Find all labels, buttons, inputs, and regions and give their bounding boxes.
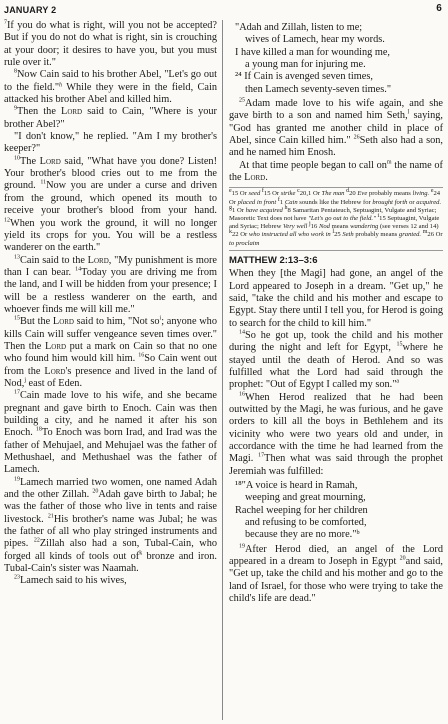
poem-line: wives of Lamech, hear my words. — [245, 34, 385, 46]
verse-paragraph: $^{16}$When Herod realized that he had been outwitted by the Magi, he was furious, and he gave orders to kill all the boys in Bethlehem and its vicinity who were two years old and under, in accordance with the time he had learned from the Magi. $^{17}$Then what was said through the prophet Jeremiah was fulfilled: — [229, 391, 443, 477]
ramah-poem — [229, 480, 443, 542]
matthew-text — [229, 268, 443, 478]
poem-line: and refusing to be comforted, — [245, 517, 367, 529]
verse-paragraph: $^{17}$Cain made love to his wife, and she became pregnant and gave birth to Enoch. Cain was then building a city, and he named it after his son Enoch. $^{18}$To Enoch was born Irad, and Irad was the father of Mehujael, and Mehujael was the father of Methushael, and Methushael was the father of Lamech. — [4, 389, 217, 476]
page-header — [4, 3, 444, 17]
date-heading: JANUARY 2 — [4, 5, 57, 15]
poem-line: because they are no more."ᵇ — [245, 529, 360, 541]
verse-paragraph: $^7$If you do what is right, will you not be accepted? But if you do not do what is right, sin is crouching at your door; it desires to have you, but you must rule over it." — [4, 19, 217, 69]
verse-paragraph: $^{13}$Cain said to the Lord, "My punishment is more than I can bear. $^{14}$Today you are driving me from the land, and I will be hidden from your presence; I will be a restless wanderer on the earth, and whoever finds me will kill me." — [4, 254, 218, 315]
right-column — [229, 20, 443, 606]
column-divider — [222, 20, 223, 720]
genesis-continuation — [229, 98, 443, 184]
verse-paragraph: $^{23}$Lamech said to his wives, — [14, 575, 127, 587]
verse-paragraph: At that time people began to call $on^m$ the name of the Lord. — [229, 159, 443, 184]
poem-line: Rachel weeping for her children — [235, 504, 368, 516]
poem-line: "Adah and Zillah, listen to me; — [235, 22, 363, 33]
verse-paragraph: $^{25}$Adam made love to his wife again, and she gave birth to a son and named him Seth,$^l$ saying, "God has granted me another child in place of Abel, since Cain killed him." $^{26}$Seth also had a son, and he named him Enosh. — [229, 97, 444, 159]
poem-line: ¹⁸"A voice is heard in Ramah, — [235, 480, 358, 492]
verse-paragraph: $^8$Now Cain said to his brother Abel, "Let's go out to the field."$^h$ While they were in the field, Cain attacked his brother Abel and killed him. — [4, 68, 217, 106]
footnotes: $^e$15 Or seed $^f$15 Or strike $^c$20,1 Or The man $^d$20 Eve probably means living. $^e$24 Or placed in front $^f$1 Cain sounds like the Hebrew for brought forth or acquired. $^g$1 Or have acquired $^h$8 Samaritan Pentateuch, Septuagint, Vulgate and Syriac; Masoretic Text does not have "Let's go out to the field." $^i$15 Septuagint, Vulgate and Syriac; Hebrew Very well $^j$16 Nod means wandering (see verses 12 and 14) $^k$22 Or who instructed all who work in $^l$25 Seth probably means granted. $^m$26 Or to proclaim — [229, 187, 443, 250]
verse-paragraph: $^{15}$But the Lord said to him, "Not $so^i$; anyone who kills Cain will suffer vengeance seven times over." Then the Lord put a mark on Cain so that no one who found him would kill him. $^{16}$So Cain went out from the Lord's presence and lived in the land of Nod,$^j$ east of Eden. — [4, 315, 217, 389]
poem-line: a young man for injuring me. — [245, 59, 366, 71]
verse-paragraph: $^{14}$So he got up, took the child and his mother during the night and left for Egypt, $^{15}$where he stayed until the death of Herod. And so was fulfilled what the Lord had said through the prophet: "Out of Egypt I called my son."$^a$ — [229, 329, 443, 391]
verse-paragraph: $^{19}$After Herod died, an angel of the Lord appeared in a dream to Joseph in Egypt $^{20}$and said, "Get up, take the child and his mother and go to the land of Israel, for those who were trying to take the child's life are dead." — [229, 543, 444, 605]
verse-paragraph: $^{19}$Lamech married two women, one named Adah and the other Zillah. $^{20}$Adah gave birth to Jabal; he was the father of those who live in tents and raise livestock. $^{21}$His brother's name was Jubal; he was the father of all who play stringed instruments and pipes. $^{22}$Zillah also had a son, Tubal-Cain, who forged all kinds of tools out $of^k$ bronze and iron. Tubal-Cain's sister was Naamah. — [4, 476, 218, 575]
verse-paragraph: $^{10}$The Lord said, "What have you done? Listen! Your brother's blood cries out to me from the ground. $^{11}$Now you are under a curse and driven from the ground, which opened its mouth to receive your brother's blood from your hand. $^{12}$When you work the ground, it will no longer yield its crops for you. You will be a restless wanderer on the earth." — [4, 155, 218, 254]
verse-paragraph: When they [the Magi] had gone, an angel of the Lord appeared to Joseph in a dream. "Get up," he said, "take the child and his mother and escape to Egypt. Stay there until I tell you, for Herod is going to search for the child to kill him." — [229, 268, 443, 329]
matthew-text-end — [229, 544, 443, 606]
page-number: 6 — [436, 3, 442, 14]
lamech-poem — [229, 22, 443, 96]
reading-heading: MATTHEW 2:13–3:6 — [229, 254, 318, 266]
left-column — [4, 20, 217, 588]
poem-line: I have killed a man for wounding me, — [235, 46, 390, 58]
verse-paragraph: "I don't know," he replied. "Am I my brother's keeper?" — [4, 131, 217, 155]
poem-line: weeping and great mourning, — [245, 492, 366, 504]
poem-line: then Lamech seventy-seven times." — [245, 83, 392, 95]
poem-line: ²⁴ If Cain is avenged seven times, — [235, 71, 373, 83]
verse-paragraph: $^9$Then the Lord said to Cain, "Where is your brother Abel?" — [4, 105, 217, 130]
